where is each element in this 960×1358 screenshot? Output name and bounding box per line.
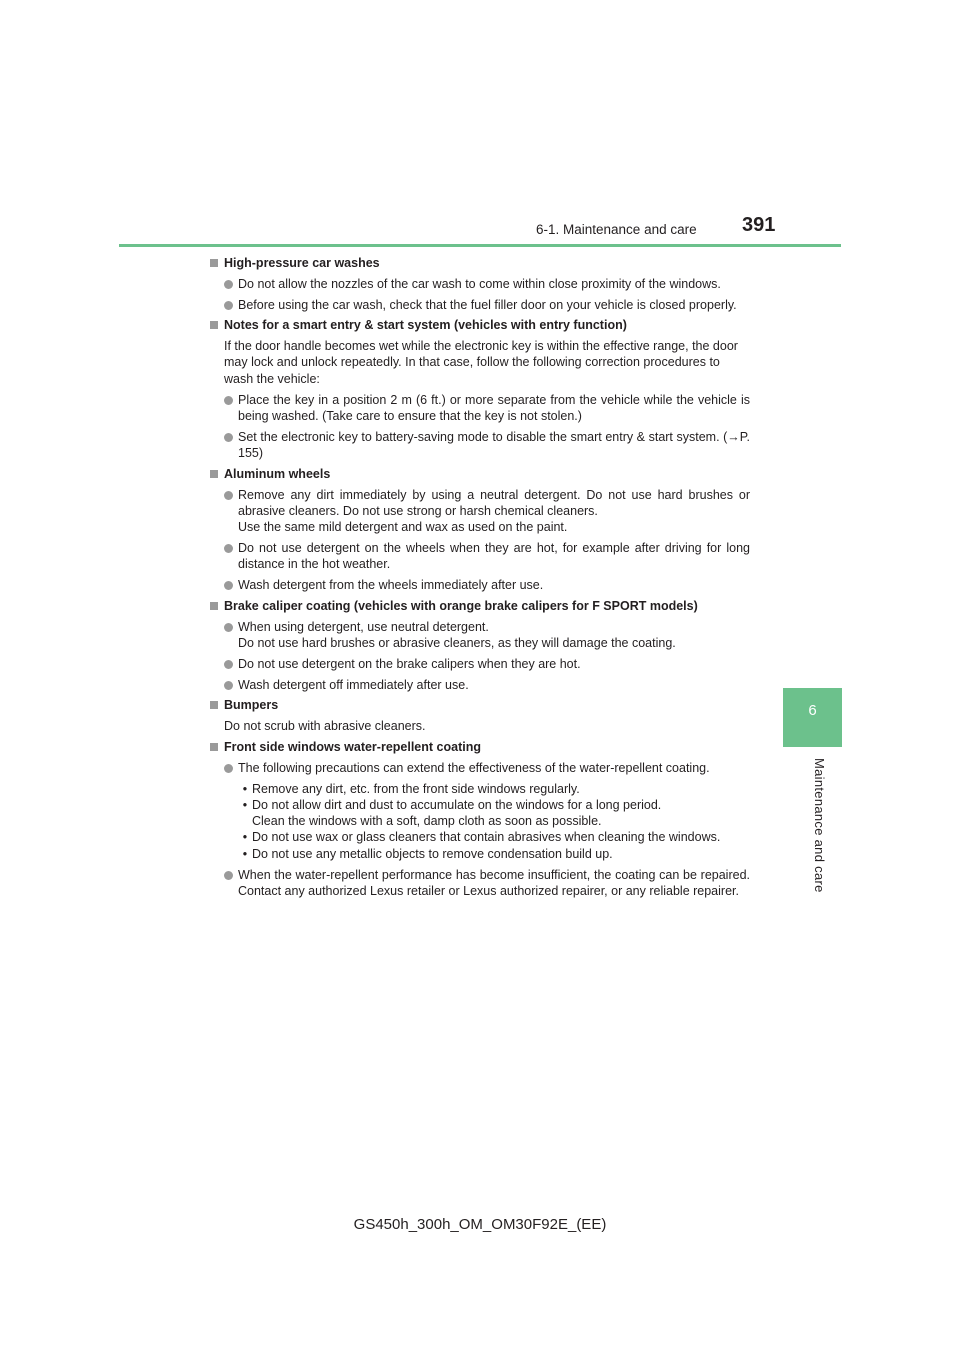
- list-item: [210, 276, 750, 292]
- bullet-text: Do not use detergent on the brake calipers when they are hot.: [238, 656, 581, 671]
- small-dot-icon: •: [242, 830, 248, 845]
- sub-item-text: Do not use any metallic objects to remove condensation build up.: [252, 846, 613, 861]
- bullet-text: Remove any dirt immediately by using a neutral detergent. Do not use hard brushes or abrasive cleaners. Do not use strong or harsh chemical cleaners. Use the same mild detergent and wax as used on the paint.: [238, 487, 750, 535]
- circle-bullet-icon: [224, 544, 233, 553]
- list-item: [210, 429, 750, 462]
- circle-bullet-icon: [224, 623, 233, 632]
- heading-text: Notes for a smart entry & start system (vehicles with entry function): [224, 318, 627, 333]
- paragraph: Do not scrub with abrasive cleaners.: [224, 719, 426, 734]
- bullet-text: Set the electronic key to battery-saving mode to disable the smart entry & start system. (→P. 155): [238, 429, 750, 460]
- list-item: [210, 297, 750, 313]
- header-rule: [119, 244, 841, 247]
- paragraph: If the door handle becomes wet while the electronic key is within the effective range, the door may lock and unlock repeatedly. In that case, follow the following correction procedures to wash the vehicle:: [224, 339, 738, 386]
- sub-list-item: [238, 781, 750, 797]
- heading-text: Brake caliper coating (vehicles with orange brake calipers for F SPORT models): [224, 598, 698, 613]
- circle-bullet-icon: [224, 491, 233, 500]
- small-dot-icon: •: [242, 781, 248, 796]
- chapter-number: 6: [808, 702, 817, 719]
- circle-bullet-icon: [224, 433, 233, 442]
- heading-text: Aluminum wheels: [224, 466, 331, 481]
- document-code: GS450h_300h_OM_OM30F92E_(EE): [353, 1216, 607, 1233]
- circle-bullet-icon: [224, 660, 233, 669]
- bullet-text: The following precautions can extend the effectiveness of the water-repellent coating.: [238, 760, 710, 775]
- square-bullet-icon: [210, 259, 218, 267]
- sub-item-text: Remove any dirt, etc. from the front side windows regularly.: [252, 781, 580, 796]
- sub-list-item: [238, 846, 750, 862]
- list-item: [210, 760, 750, 776]
- bullet-text: Wash detergent off immediately after use.: [238, 677, 469, 692]
- square-bullet-icon: [210, 602, 218, 610]
- square-bullet-icon: [210, 743, 218, 751]
- circle-bullet-icon: [224, 581, 233, 590]
- section-heading: [210, 598, 750, 614]
- square-bullet-icon: [210, 701, 218, 709]
- heading-text: Bumpers: [224, 698, 279, 713]
- chapter-tab: [783, 688, 842, 747]
- bullet-text: Wash detergent from the wheels immediately after use.: [238, 578, 544, 593]
- circle-bullet-icon: [224, 681, 233, 690]
- sub-list: [238, 781, 750, 862]
- page-number: 391: [742, 214, 776, 236]
- sub-list-item: [238, 797, 750, 830]
- heading-text: Front side windows water-repellent coating: [224, 739, 481, 754]
- main-content: [210, 255, 750, 899]
- circle-bullet-icon: [224, 280, 233, 289]
- bullet-text: When the water-repellent performance has become insufficient, the coating can be repaired. Contact any authorized Lexus retailer or Lexus authorized repairer, or any reliable repairer.: [238, 867, 750, 898]
- section-heading: [210, 466, 750, 482]
- circle-bullet-icon: [224, 301, 233, 310]
- sub-item-text: Do not allow dirt and dust to accumulate on the windows for a long period. Clean the windows with a soft, damp cloth as soon as possible.: [252, 797, 662, 829]
- list-item: [210, 392, 750, 425]
- heading-text: High-pressure car washes: [224, 256, 380, 270]
- small-dot-icon: •: [242, 797, 248, 812]
- list-item: [210, 677, 750, 693]
- bullet-text: When using detergent, use neutral detergent. Do not use hard brushes or abrasive cleaners, as they will damage the coating.: [238, 619, 676, 650]
- chapter-label: Maintenance and care: [812, 758, 827, 893]
- list-item: [210, 487, 750, 536]
- bullet-text: Place the key in a position 2 m (6 ft.) or more separate from the vehicle while the vehicle is being washed. (Take care to ensure that the key is not stolen.): [238, 392, 750, 423]
- bullet-text: Do not use detergent on the wheels when they are hot, for example after driving for long distance in the hot weather.: [238, 540, 750, 572]
- section-title: 6-1. Maintenance and care: [536, 222, 697, 237]
- circle-bullet-icon: [224, 764, 233, 773]
- list-item: [210, 577, 750, 593]
- section-heading: [210, 255, 750, 271]
- bullet-text: Do not allow the nozzles of the car wash to come within close proximity of the windows.: [238, 276, 721, 291]
- sub-list-item: [238, 829, 750, 845]
- list-item: [210, 867, 750, 900]
- list-item: [210, 656, 750, 672]
- list-item: [210, 540, 750, 573]
- section-heading: [210, 739, 750, 755]
- section-heading: [210, 697, 750, 713]
- sub-item-text: Do not use wax or glass cleaners that contain abrasives when cleaning the windows.: [252, 830, 721, 845]
- bullet-text: Before using the car wash, check that the fuel filler door on your vehicle is closed properly.: [238, 297, 737, 312]
- square-bullet-icon: [210, 470, 218, 478]
- list-item: [210, 619, 750, 652]
- section-heading: [210, 317, 750, 333]
- circle-bullet-icon: [224, 396, 233, 405]
- circle-bullet-icon: [224, 871, 233, 880]
- small-dot-icon: •: [242, 846, 248, 861]
- square-bullet-icon: [210, 321, 218, 329]
